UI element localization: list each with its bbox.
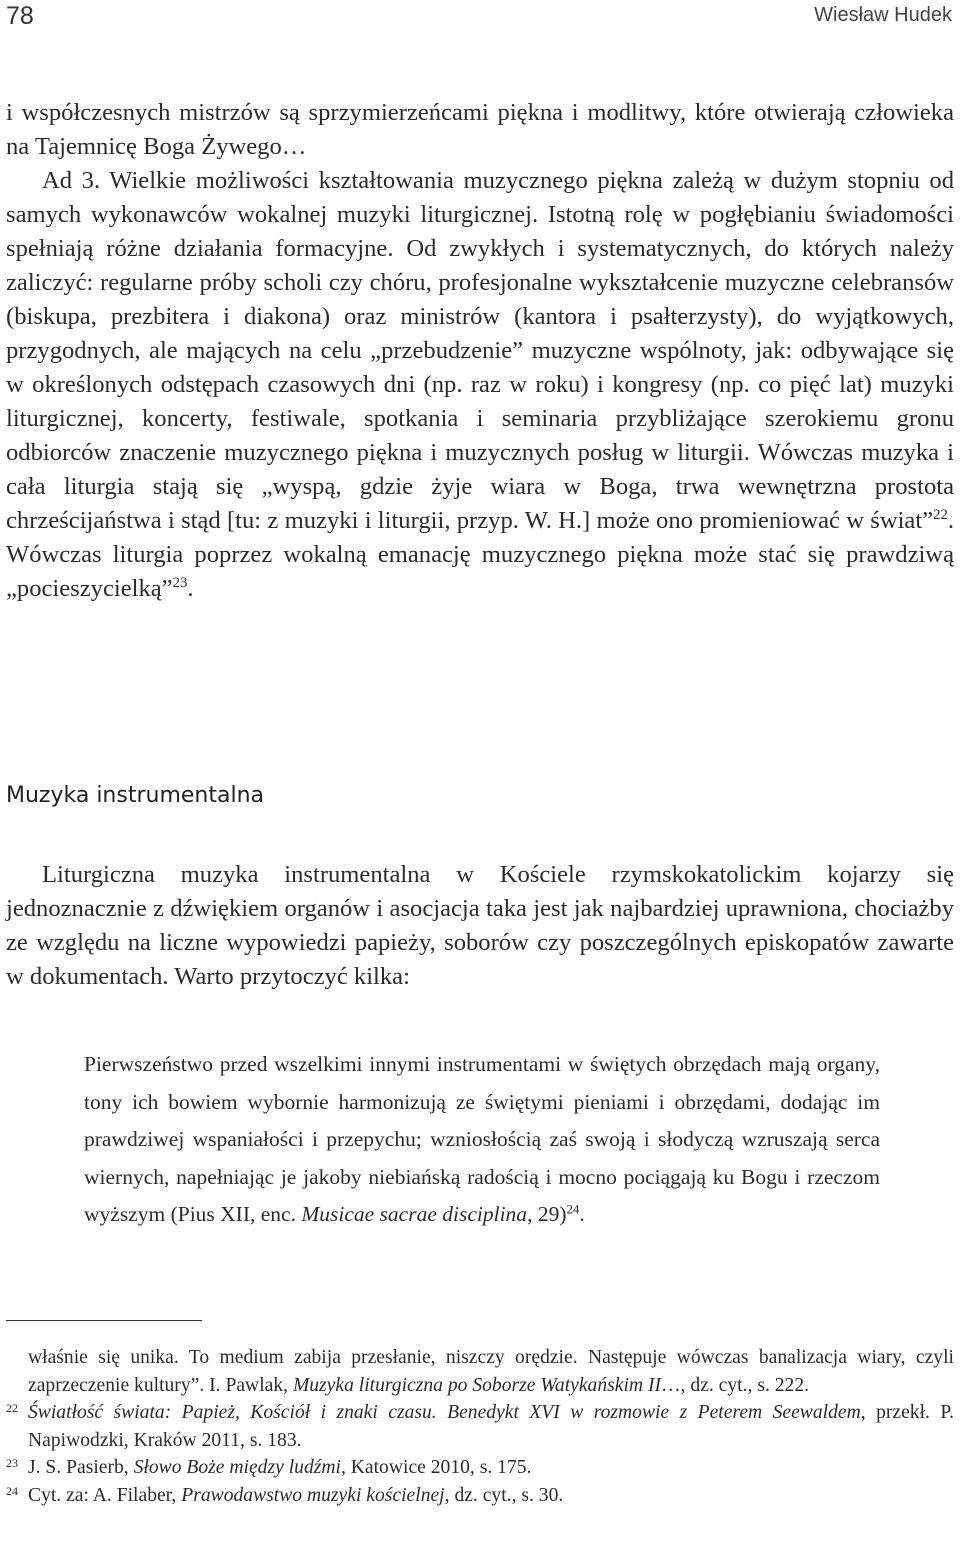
quote-source-tail: , 29) <box>527 1202 567 1226</box>
footnote-ref-24[interactable]: 24 <box>566 1202 580 1217</box>
quote-source-title: Musicae sacrae disciplina <box>301 1202 528 1226</box>
footnote-cont-tail: …, dz. cyt., s. 222. <box>661 1374 810 1396</box>
footnote-continuation <box>6 1344 954 1399</box>
footnote-24-tail: , dz. cyt., s. 30. <box>444 1484 564 1506</box>
page-header <box>0 0 960 40</box>
footnote-22-title: Światłość świata: Papież, Kościół i znaki czasu. Benedykt XVI w rozmowie z Peterem Seewaldem <box>28 1402 861 1424</box>
block-quote <box>84 1046 880 1234</box>
section-text <box>6 858 954 994</box>
quote-text: Pierwszeństwo przed wszelkimi innymi instrumentami w świętych obrzędach mają organy, tony ich bowiem wybornie harmonizują ze świętymi pieniami i obrzędami, dodając im prawdziwej wspaniałości i przepychu; wzniosłością zaś swoją i słodyczą wzruszają serca wiernych, napełniając je jakoby niebiańską radością i mocno pociągają ku Bogu i rzeczom wyższym (Pius XII, enc. <box>84 1052 880 1226</box>
footnote-separator <box>6 1320 202 1321</box>
section-heading: Muzyka instrumentalna <box>6 783 265 808</box>
footnote-cont-text: właśnie się unika. To medium zabija przesłanie, niszczy orędzie. Następuje wówczas banalizacja wiary, czyli zaprzeczenie kultury”. I. Pawlak, <box>28 1347 954 1396</box>
paragraph-ad3 <box>6 164 954 606</box>
footnote-24-pre: Cyt. za: A. Filaber, <box>28 1484 182 1506</box>
paragraph-instrumental: Liturgiczna muzyka instrumentalna w Kościele rzymskokatolickim kojarzy się jednoznacznie z dźwiękiem organów i asocjacja taka jest jak najbardziej uprawniona, chociażby ze względu na liczne wypowiedzi papieży, soborów czy poszczególnych episkopatów zawarte w dokumentach. Warto przytoczyć kilka: <box>6 861 954 990</box>
footnote-number: 23 <box>6 1456 18 1471</box>
paragraph-ad3-end: . <box>187 575 194 602</box>
footnote-24-title: Prawodawstwo muzyki kościelnej <box>181 1484 445 1506</box>
footnote-22 <box>6 1399 954 1454</box>
quote-end: . <box>579 1202 585 1226</box>
footnote-23 <box>6 1454 954 1482</box>
footnote-24 <box>6 1482 954 1510</box>
footnote-ref-22[interactable]: 22 <box>933 507 948 524</box>
footnote-22-tail: , przekł. P. Napiwodzki, Kraków 2011, s. 183. <box>28 1402 954 1451</box>
paragraph-ad3-text: Ad 3. Wielkie możliwości kształtowania muzycznego piękna zależą w dużym stopniu od samych wykonawców wokalnej muzyki liturgicznej. Istotną rolę w pogłębianiu świadomości spełniają różne działania formacyjne. Od zwykłych i systematycznych, do których należy zaliczyć: regularne próby scholi czy chóru, profesjonalne wykształcenie muzyczne celebransów (biskupa, prezbitera i diakona) oraz ministrów (kantora i psałterzysty), do wyjątkowych, przygodnych, ale mających na celu „przebudzenie” muzyczne wspólnoty, jak: odbywające się w określonych odstępach czasowych dni (np. raz w roku) i kongresy (np. co pięć lat) muzyki liturgicznej, koncerty, festiwale, spotkania i seminaria przybliżające szerokiemu gronu odbiorców znaczenie muzycznego piękna i muzycznych posług w liturgii. Wówczas muzyka i cała liturgia stają się „wyspą, gdzie żyje wiara w Boga, trwa wewnętrzna prostota chrześcijaństwa i stąd [tu: z muzyki i liturgii, przyp. W. H.] może ono promieniować w świat” <box>6 167 954 534</box>
footnote-23-tail: , Katowice 2010, s. 175. <box>340 1457 532 1479</box>
main-text <box>6 96 954 606</box>
footnote-23-pre: J. S. Pasierb, <box>28 1457 134 1479</box>
page-number: 78 <box>6 2 34 30</box>
footnote-number: 22 <box>6 1401 18 1416</box>
footnote-ref-23[interactable]: 23 <box>172 575 188 592</box>
footnotes <box>6 1344 954 1510</box>
running-head-author: Wiesław Hudek <box>814 4 952 26</box>
footnote-23-title: Słowo Boże między ludźmi <box>133 1457 341 1479</box>
footnote-cont-title: Muzyka liturgiczna po Soborze Watykańskim II <box>292 1374 661 1396</box>
paragraph-continuation: i współczesnych mistrzów są sprzymierzeńcami piękna i modlitwy, które otwierają człowieka na Tajemnicę Boga Żywego… <box>6 99 954 160</box>
footnote-number: 24 <box>6 1483 18 1498</box>
paragraph-ad3-text-cont: . Wówczas liturgia poprzez wokalną emanację muzycznego piękna może stać się prawdziwą „pocieszycielką” <box>6 507 954 602</box>
